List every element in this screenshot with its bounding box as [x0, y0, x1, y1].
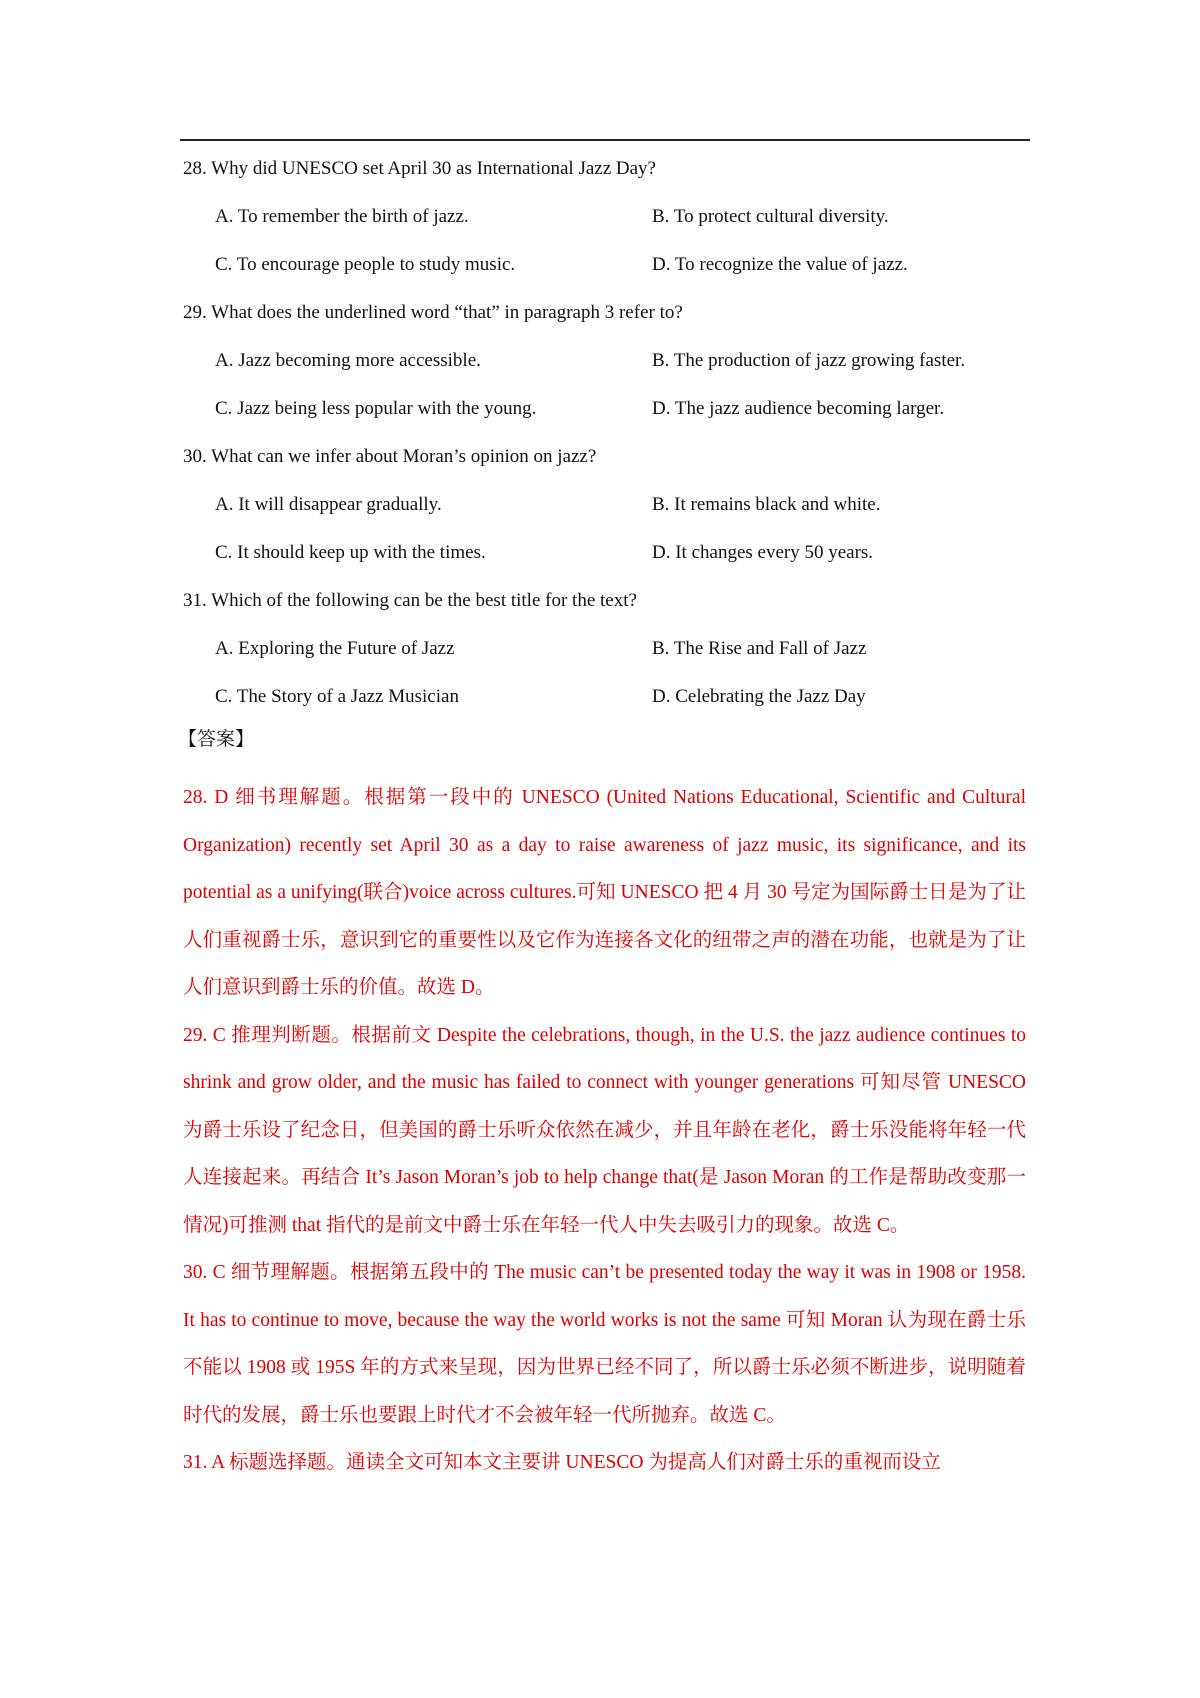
option-a: A. To remember the birth of jazz.: [215, 206, 469, 227]
option-row: [215, 539, 1033, 566]
option-row: [215, 395, 1033, 422]
question-list: [183, 155, 1033, 731]
question-stem: 29. What does the underlined word “that” in paragraph 3 refer to?: [183, 302, 683, 323]
option-a: A. Exploring the Future of Jazz: [215, 638, 455, 659]
option-c: C. To encourage people to study music.: [215, 254, 516, 275]
option-row: [215, 203, 1033, 230]
option-b: B. It remains black and white.: [652, 494, 881, 515]
answer-29: 29. C 推理判断题。根据前文 Despite the celebrations, though, in the U.S. the jazz audience continues to shrink and grow older, and the music has failed to connect with younger generations 可知尽管 UNESCO 为爵士乐设了纪念日，但美国的爵士乐听众依然在减少，并且年龄在老化，爵士乐没能将年轻一代人连接起来。再结合 It’s Jason Moran’s job to help change that(是 Jason Moran 的工作是帮助改变那一情况)可推测 that 指代的是前文中爵士乐在年轻一代人中失去吸引力的现象。故选 C。: [183, 1024, 1026, 1236]
answer-explanations: [183, 774, 1026, 1487]
option-row: [215, 635, 1033, 662]
question-stem: 31. Which of the following can be the best title for the text?: [183, 590, 637, 611]
option-a: A. It will disappear gradually.: [215, 494, 442, 515]
option-row: [215, 683, 1033, 710]
option-c: C. Jazz being less popular with the young.: [215, 398, 537, 419]
header-rule: [180, 139, 1030, 141]
option-c: C. The Story of a Jazz Musician: [215, 686, 459, 707]
answer-30: 30. C 细节理解题。根据第五段中的 The music can’t be presented today the way it was in 1908 or 1958. It has to continue to move, because the way the world works is not the same 可知 Moran 认为现在爵士乐不能以 1908 或 195S 年的方式来呈现，因为世界已经不同了，所以爵士乐必须不断进步，说明随着时代的发展，爵士乐也要跟上时代才不会被年轻一代所抛弃。故选 C。: [183, 1262, 1026, 1426]
option-d: D. Celebrating the Jazz Day: [652, 686, 866, 707]
option-b: B. To protect cultural diversity.: [652, 206, 889, 227]
option-d: D. The jazz audience becoming larger.: [652, 398, 945, 419]
option-a: A. Jazz becoming more accessible.: [215, 350, 481, 371]
option-d: D. It changes every 50 years.: [652, 542, 874, 563]
option-d: D. To recognize the value of jazz.: [652, 254, 908, 275]
answer-section-heading: 【答案】: [178, 728, 255, 750]
question-stem: 30. What can we infer about Moran’s opinion on jazz?: [183, 446, 597, 467]
option-c: C. It should keep up with the times.: [215, 542, 486, 563]
option-b: B. The Rise and Fall of Jazz: [652, 638, 867, 659]
option-row: [215, 251, 1033, 278]
option-row: [215, 347, 1033, 374]
option-b: B. The production of jazz growing faster.: [652, 350, 966, 371]
option-row: [215, 491, 1033, 518]
answer-31: 31. A 标题选择题。通读全文可知本文主要讲 UNESCO 为提高人们对爵士乐的重视而设立: [183, 1452, 941, 1473]
question-stem: 28. Why did UNESCO set April 30 as International Jazz Day?: [183, 158, 656, 179]
answer-28: 28. D 细书理解题。根据第一段中的 UNESCO (United Nations Educational, Scientific and Cultural Organization) recently set April 30 as a day to raise awareness of jazz music, its significance, and its potential as a unifying(联合)voice across cultures.可知 UNESCO 把 4 月 30 号定为国际爵士日是为了让人们重视爵士乐，意识到它的重要性以及它作为连接各文化的纽带之声的潜在功能，也就是为了让人们意识到爵士乐的价值。故选 D。: [183, 787, 1026, 998]
